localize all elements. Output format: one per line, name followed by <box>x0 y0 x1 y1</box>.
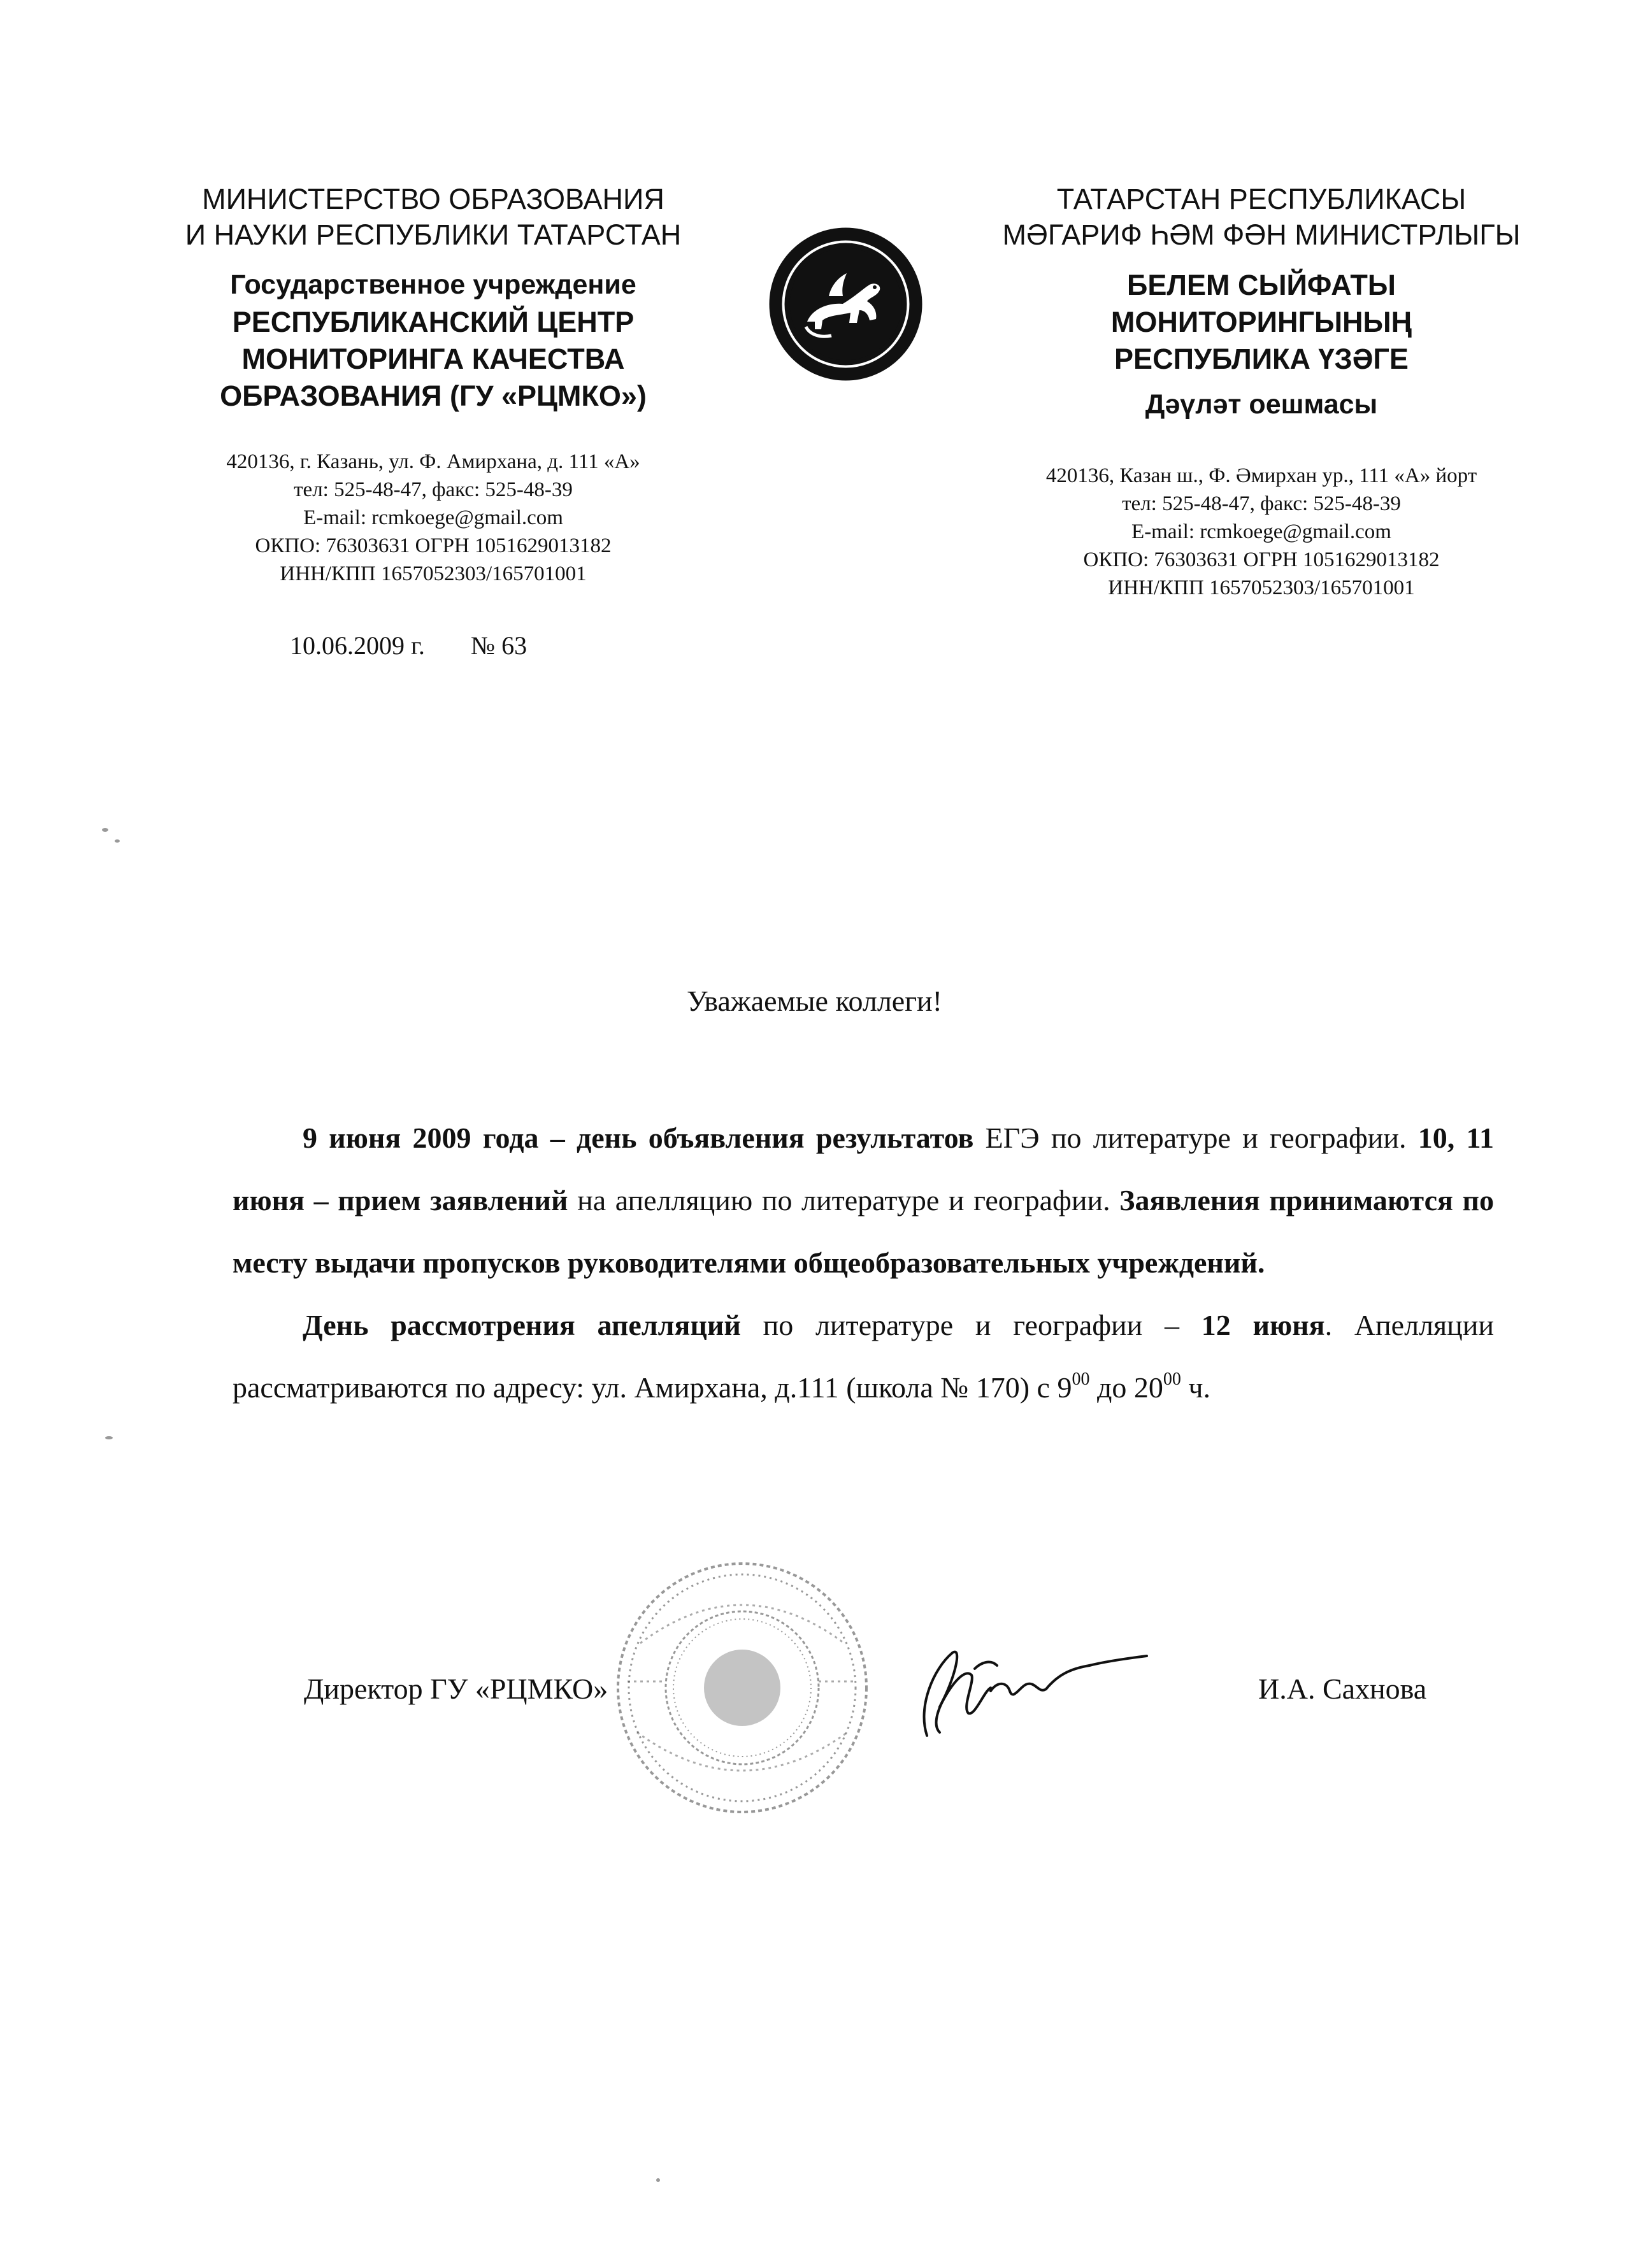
phone: тел: 525-48-47, факс: 525-48-39 <box>1122 492 1401 515</box>
institution-type-ru: Государственное учреждение <box>230 269 636 300</box>
greeting: Уважаемые коллеги! <box>687 985 942 1017</box>
phone: тел: 525-48-47, факс: 525-48-39 <box>294 478 573 501</box>
tatarstan-emblem-icon <box>768 226 924 382</box>
institution-type-tt: Дәүләт оешмасы <box>1145 389 1378 420</box>
institution-name-ru: РЕСПУБЛИКАНСКИЙ ЦЕНТР МОНИТОРИНГА КАЧЕСТВА ОБРАЗОВАНИЯ (ГУ «РЦМКО») <box>220 306 647 412</box>
okpo-ogrn: ОКПО: 76303631 ОГРН 1051629013182 <box>255 534 612 557</box>
okpo-ogrn: ОКПО: 76303631 ОГРН 1051629013182 <box>1083 548 1440 571</box>
contacts-tt <box>956 462 1567 602</box>
document-number: № 63 <box>470 631 527 660</box>
signatory-title: Директор ГУ «РЦМКО» <box>304 1672 608 1705</box>
inn-kpp: ИНН/КПП 1657052303/165701001 <box>280 562 587 585</box>
email: E-mail: rcmkoege@gmail.com <box>1131 520 1391 543</box>
document-date-number <box>290 631 527 660</box>
paragraph-1: 9 июня 2009 года – день объявления результатов ЕГЭ по литературе и географии. 10, 11 июня – прием заявлений на апелляцию по литературе и географии. Заявления принимаются по месту выдачи пропусков руководителями общеобразовательных учреждений. <box>233 1122 1495 1279</box>
handwritten-signature-icon <box>879 1630 1159 1758</box>
signatory-name: И.А. Сахнова <box>1258 1672 1427 1705</box>
inn-kpp: ИНН/КПП 1657052303/165701001 <box>1108 576 1415 599</box>
official-seal-icon <box>602 1554 882 1822</box>
institution-name-tt: БЕЛЕМ СЫЙФАТЫ МОНИТОРИНГЫНЫҢ РЕСПУБЛИКА ҮЗӘГЕ <box>1110 269 1412 375</box>
ministry-name-tt: ТАТАРСТАН РЕСПУБЛИКАСЫ МӘГАРИФ ҺӘМ ФӘН МИНИСТРЛЫГЫ <box>1002 183 1521 251</box>
paragraph-2: День рассмотрения апелляций по литературе и географии – 12 июня. Апелляции рассматриваются по адресу: ул. Амирхана, д.111 (школа № 170) с $9^{00}$ до $20^{00}$ ч. <box>233 1309 1494 1404</box>
email: E-mail: rcmkoege@gmail.com <box>303 506 563 529</box>
letter-body <box>233 1107 1494 1419</box>
ministry-name-ru: МИНИСТЕРСТВО ОБРАЗОВАНИЯ И НАУКИ РЕСПУБЛИКИ ТАТАРСТАН <box>185 183 682 251</box>
contacts-ru <box>153 448 714 588</box>
header-left <box>153 182 714 588</box>
address: 420136, Казан ш., Ф. Әмирхан ур., 111 «А» йорт <box>1045 464 1477 487</box>
address: 420136, г. Казань, ул. Ф. Амирхана, д. 111 «А» <box>226 450 640 473</box>
header-right <box>956 182 1567 602</box>
document-date: 10.06.2009 г. <box>290 631 425 660</box>
